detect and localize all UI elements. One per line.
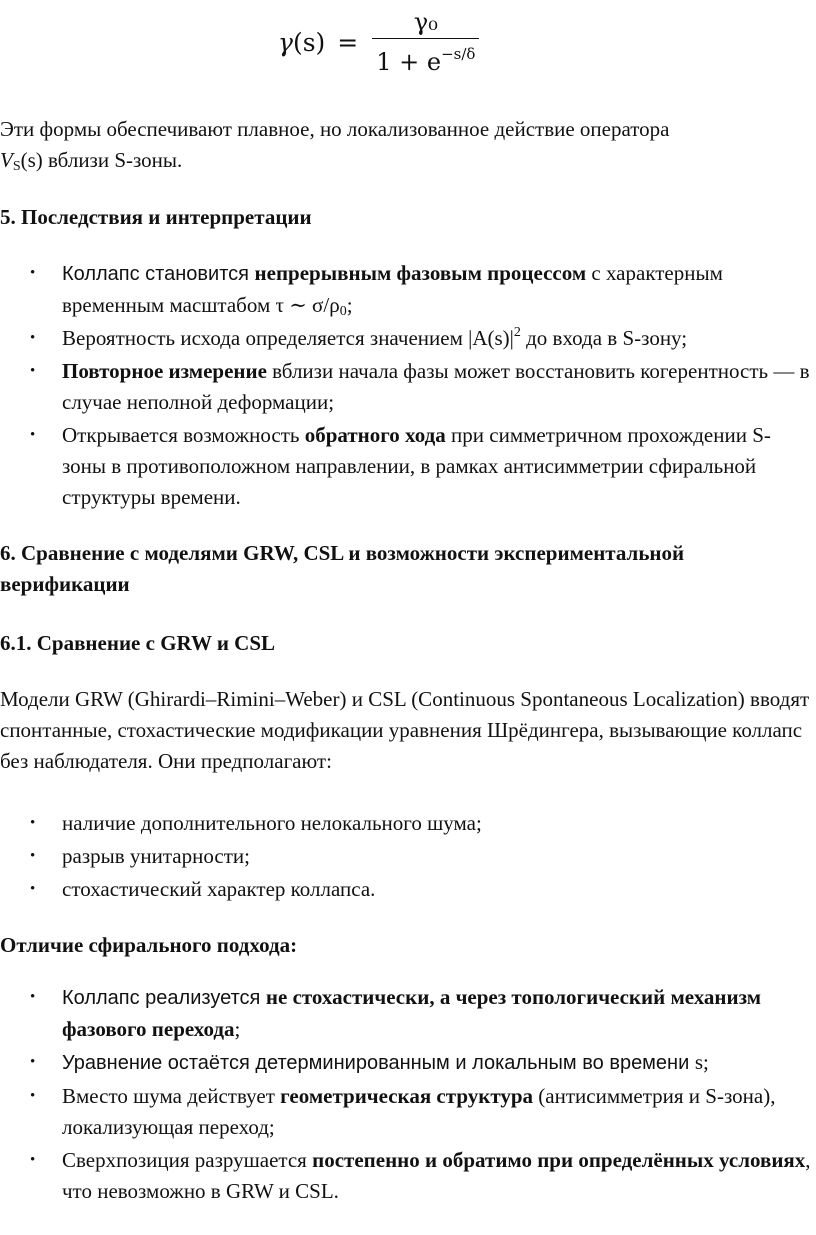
bullet-icon: • — [30, 265, 36, 281]
den-base: 1 + e — [376, 47, 442, 76]
item-text: Коллапс реализуется — [62, 987, 266, 1009]
item-text: Уравнение остаётся детерминированным и локальным во времени — [62, 1052, 695, 1074]
item-text: ; — [346, 293, 353, 317]
item-bold: непрерывным фазовым процессом — [254, 261, 587, 285]
bullet-icon: • — [30, 1088, 36, 1104]
item-text: Вместо шума действует — [62, 1084, 281, 1108]
bullet-icon: • — [30, 330, 36, 346]
list-item — [0, 420, 812, 513]
formula-fraction — [372, 8, 479, 77]
operator-symbol: V — [0, 148, 13, 172]
item-bold: обратного хода — [304, 423, 446, 447]
item-superscript: 2 — [513, 325, 521, 340]
bullet-icon: • — [30, 815, 36, 831]
list-item — [0, 1081, 812, 1143]
den-exponent: −s/δ — [441, 44, 476, 63]
list-item — [0, 356, 812, 418]
formula-equals: = — [337, 27, 359, 57]
item-text: Открывается возможность — [62, 423, 305, 447]
item-text: наличие дополнительного нелокального шума; — [62, 811, 482, 835]
formula-lhs — [278, 27, 325, 58]
sigmoid-formula — [278, 7, 479, 76]
item-text: ; — [234, 1017, 241, 1041]
item-text: разрыв унитарности; — [62, 844, 250, 868]
item-text: Сверхпозиция разрушается — [62, 1148, 313, 1172]
grw-csl-paragraph: Модели GRW (Ghirardi–Rimini–Weber) и CSL (Continuous Spontaneous Localization) вводят спонтанные, стохастические модификации уравнения Шрёдингера, вызывающие коллапс без наблюдателя. Они предполагают: — [0, 687, 810, 773]
bullet-icon: • — [30, 881, 36, 897]
item-text: (антисимметрия и S-зона), локализующая переход; — [62, 1084, 776, 1139]
formula-arg: (s) — [292, 27, 326, 57]
bullet-icon: • — [30, 1054, 36, 1070]
item-text: при симметричном прохождении S-зоны в противоположном направлении, в рамках антисимметрии сфиральной структуры времени. — [62, 423, 771, 509]
list-item — [0, 1047, 812, 1079]
section-5-list — [0, 258, 812, 515]
list-item — [0, 874, 812, 905]
intro-paragraph — [0, 114, 812, 176]
item-bold: постепенно и обратимо при определённых условиях — [312, 1148, 806, 1172]
item-text: s; — [694, 1050, 709, 1074]
item-text: до входа в S-зону; — [520, 326, 688, 350]
bullet-icon: • — [30, 1152, 36, 1168]
list-item — [0, 808, 812, 839]
list-item — [0, 982, 812, 1045]
item-text: стохастический характер коллапса. — [62, 877, 376, 901]
bullet-icon: • — [30, 363, 36, 379]
list-item — [0, 323, 812, 354]
difference-heading: Отличие сфирального подхода: — [0, 933, 298, 957]
section-5-heading: 5. Последствия и интерпретации — [0, 205, 312, 229]
assumptions-list — [0, 808, 812, 907]
difference-list — [0, 982, 812, 1209]
list-item — [0, 1145, 812, 1207]
item-bold: Повторное измерение — [62, 359, 267, 383]
operator-subscript: S — [12, 159, 21, 174]
section-6-1-heading: 6.1. Сравнение с GRW и CSL — [0, 631, 276, 655]
list-item — [0, 258, 812, 321]
item-text: вблизи начала фазы может восстановить когерентность — в случае неполной деформации; — [62, 359, 810, 414]
formula-numerator: γ₀ — [413, 7, 438, 36]
item-text: Вероятность исхода определяется значением |A(s)| — [62, 326, 514, 350]
formula-func: γ — [278, 27, 293, 57]
item-subscript: 0 — [339, 304, 347, 319]
intro-line2: (s) вблизи S-зоны. — [20, 148, 183, 172]
intro-line1: Эти формы обеспечивают плавное, но локализованное действие оператора — [0, 117, 670, 141]
item-text: с характерным временным масштабом τ ∼ σ/ρ — [62, 261, 723, 317]
bullet-icon: • — [30, 989, 36, 1005]
bullet-icon: • — [30, 427, 36, 443]
item-bold: геометрическая структура — [280, 1084, 534, 1108]
bullet-icon: • — [30, 848, 36, 864]
item-bold: не стохастически, а через топологический механизм фазового перехода — [62, 985, 762, 1041]
section-6-heading: 6. Сравнение с моделями GRW, CSL и возможности экспериментальной верификации — [0, 541, 685, 596]
item-text: , что невозможно в GRW и CSL. — [62, 1148, 811, 1203]
list-item — [0, 841, 812, 872]
formula-denominator — [372, 39, 479, 77]
item-text: Коллапс становится — [62, 263, 255, 285]
